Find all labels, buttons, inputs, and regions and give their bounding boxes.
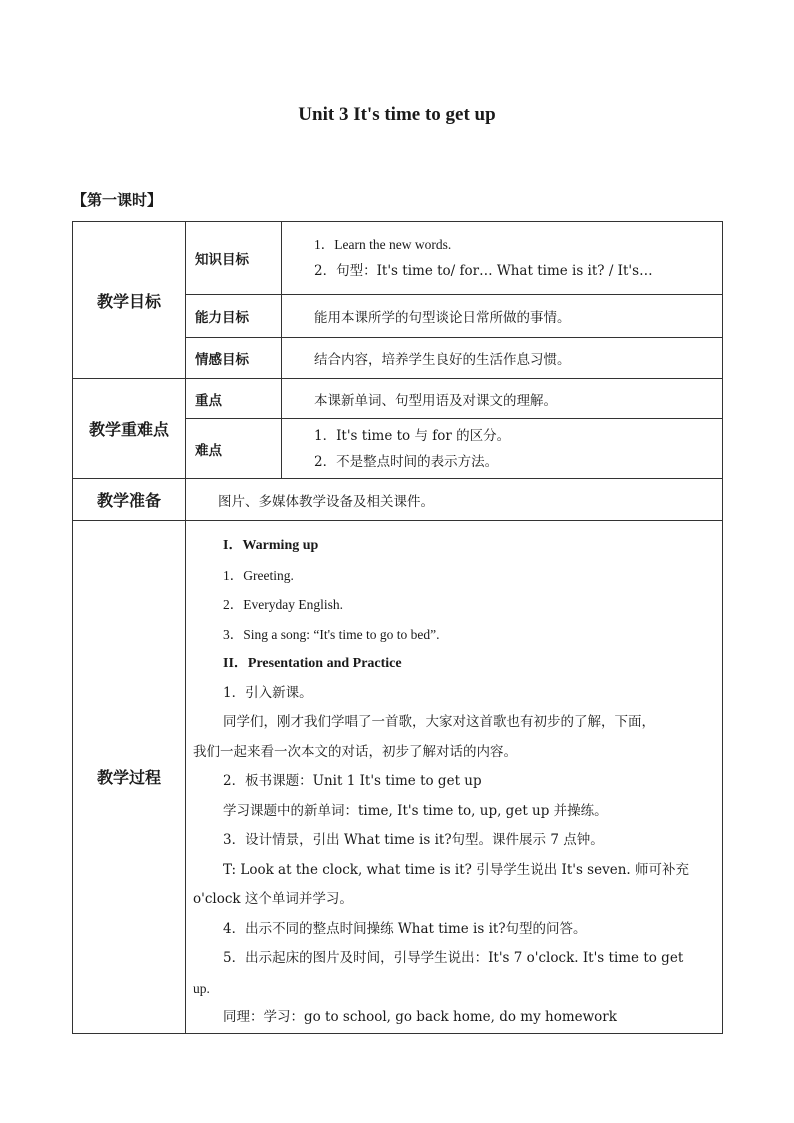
process-heading-warming-up: I．Warming up bbox=[223, 538, 319, 553]
process-content bbox=[186, 521, 723, 1034]
knowledge-line-2: 2．句型：It's time to/ for… What time is it? / It's… bbox=[314, 263, 653, 279]
ability-label: 能力目标 bbox=[186, 295, 282, 338]
important-label: 重点 bbox=[186, 379, 282, 419]
process-line: 5．出示起床的图片及时间，引导学生说出：It's 7 o'clock. It's time to get bbox=[223, 950, 684, 966]
document-title: Unit 3 It's time to get up bbox=[298, 104, 496, 125]
difficult-line-1: 1．It's time to 与 for 的区分。 bbox=[314, 427, 511, 444]
preparation-content: 图片、多媒体教学设备及相关课件。 bbox=[186, 479, 723, 521]
process-heading-presentation: II．Presentation and Practice bbox=[223, 656, 402, 671]
process-line: up. bbox=[193, 980, 210, 996]
process-line: 我们一起来看一次本文的对话，初步了解对话的内容。 bbox=[193, 743, 517, 760]
process-line: 3．设计情景，引出 What time is it?句型。课件展示 7 点钟。 bbox=[223, 832, 604, 848]
keypoints-category: 教学重难点 bbox=[73, 379, 186, 479]
knowledge-line-1: 1．Learn the new words. bbox=[314, 237, 452, 252]
process-line: 学习课题中的新单词：time, It's time to, up, get up 并操练。 bbox=[223, 802, 608, 819]
process-line: 2．板书课题：Unit 1 It's time to get up bbox=[223, 773, 482, 789]
difficult-label: 难点 bbox=[186, 419, 282, 479]
preparation-category: 教学准备 bbox=[73, 479, 186, 521]
process-line: 2．Everyday English. bbox=[223, 597, 343, 612]
process-line: 3．Sing a song: “It's time to go to bed”. bbox=[223, 626, 440, 642]
emotion-label: 情感目标 bbox=[186, 338, 282, 379]
important-content: 本课新单词、句型用语及对课文的理解。 bbox=[282, 379, 723, 419]
knowledge-content bbox=[282, 222, 723, 295]
preparation-row bbox=[73, 479, 723, 521]
process-line: 1．引入新课。 bbox=[223, 684, 313, 701]
process-line: T: Look at the clock, what time is it? 引导学生说出 It's seven. 师可补充 bbox=[223, 861, 689, 878]
keypoints-row-important bbox=[73, 379, 723, 419]
emotion-content: 结合内容，培养学生良好的生活作息习惯。 bbox=[282, 338, 723, 379]
difficult-line-2: 2．不是整点时间的表示方法。 bbox=[314, 453, 499, 470]
section-label: 【第一课时】 bbox=[72, 191, 163, 209]
objectives-row-knowledge bbox=[73, 222, 723, 295]
process-line: 同学们，刚才我们学唱了一首歌，大家对这首歌也有初步的了解，下面， bbox=[223, 714, 655, 730]
process-line: o'clock 这个单词并学习。 bbox=[193, 891, 353, 907]
process-row bbox=[73, 521, 723, 1034]
knowledge-label: 知识目标 bbox=[186, 222, 282, 295]
process-category: 教学过程 bbox=[73, 521, 186, 1034]
objectives-category: 教学目标 bbox=[73, 222, 186, 379]
lesson-plan-table bbox=[72, 221, 723, 1034]
process-line: 4．出示不同的整点时间操练 What time is it?句型的问答。 bbox=[223, 920, 587, 937]
process-line: 同理：学习：go to school, go back home, do my homework bbox=[223, 1009, 617, 1025]
process-line: 1．Greeting. bbox=[223, 567, 294, 583]
ability-content: 能用本课所学的句型谈论日常所做的事情。 bbox=[282, 295, 723, 338]
difficult-content bbox=[282, 419, 723, 479]
